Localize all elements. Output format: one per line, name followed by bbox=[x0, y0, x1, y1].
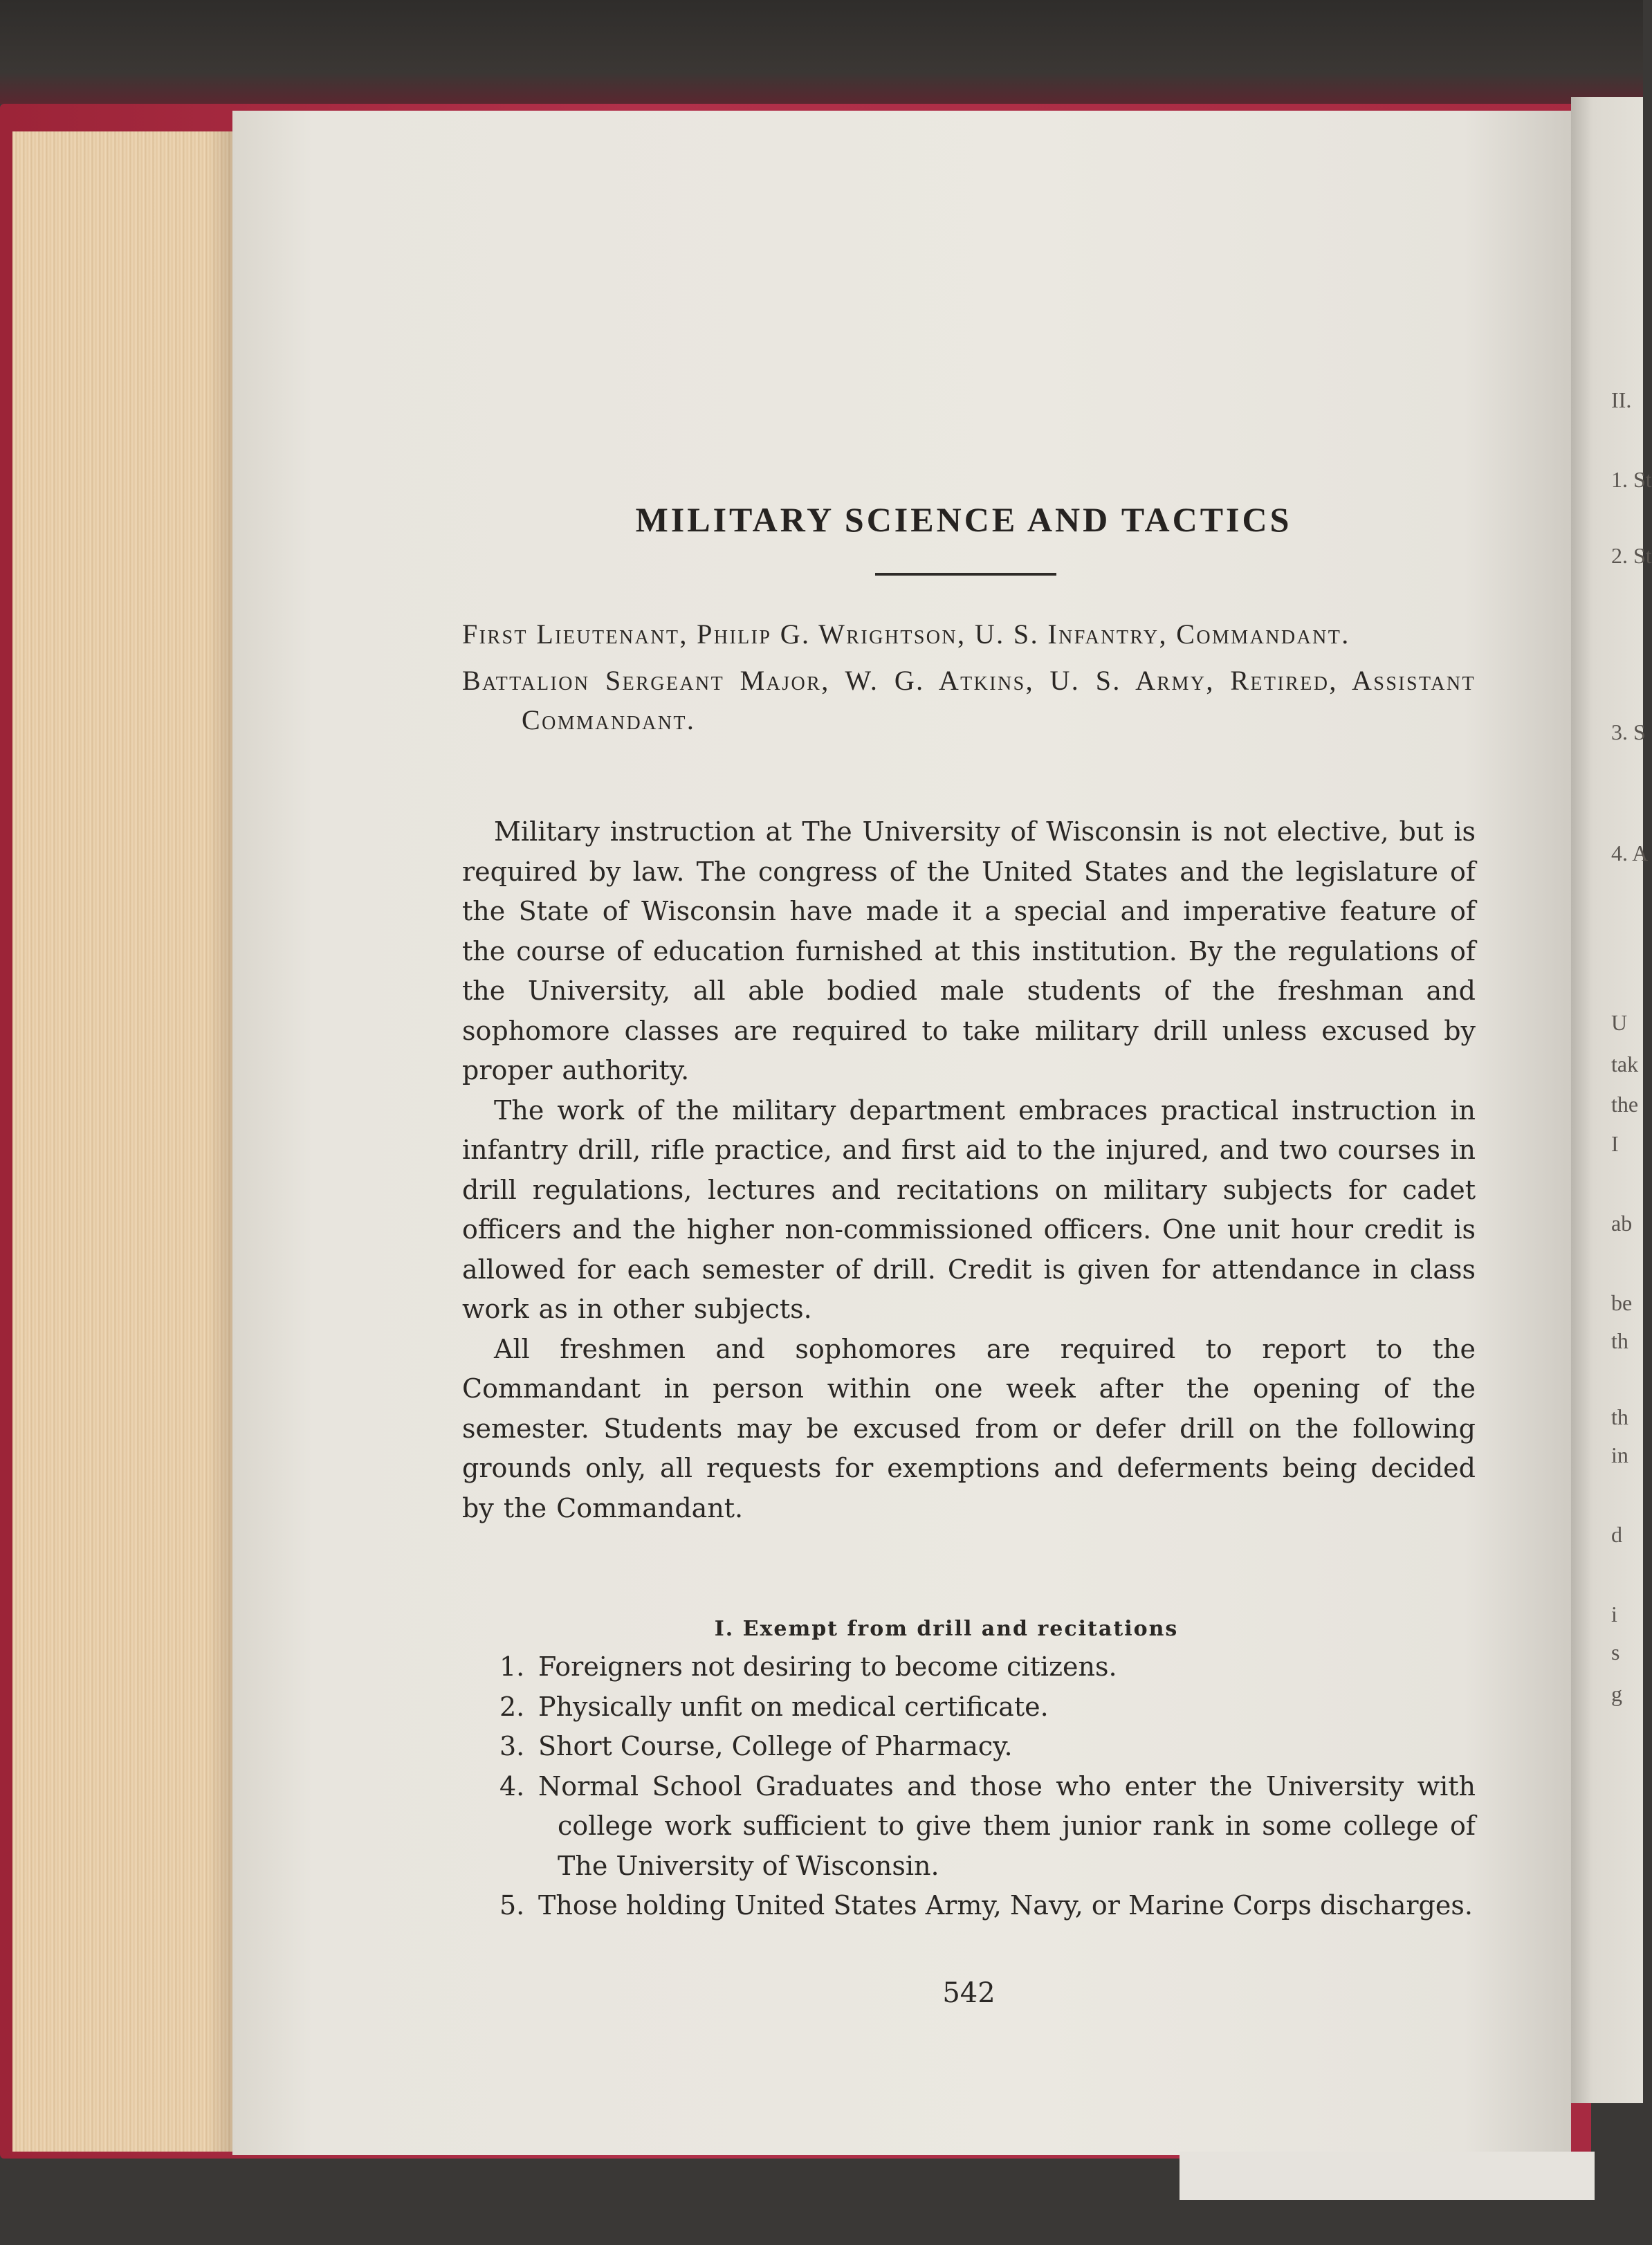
adjacent-page-fragment: U bbox=[1611, 1010, 1628, 1035]
list-number: 4. bbox=[499, 1770, 525, 1802]
page-title: MILITARY SCIENCE AND TACTICS bbox=[635, 500, 1292, 539]
staff-listing bbox=[462, 614, 1476, 746]
page-number: 542 bbox=[942, 1977, 995, 2009]
adjacent-page-fragment: 1. St bbox=[1611, 467, 1652, 492]
list-item bbox=[462, 1647, 1476, 1687]
list-text: Foreigners not desiring to become citizens. bbox=[538, 1651, 1117, 1682]
staff-entry-commandant: First Lieutenant, Philip G. Wrightson, U. S. Infantry, Commandant. bbox=[462, 618, 1350, 650]
adjacent-page-fragment: ab bbox=[1611, 1211, 1633, 1236]
page-edge-shadow bbox=[208, 131, 232, 2152]
paragraph-work: The work of the military department embraces practical instruction in infantry drill, rifle practice, and first aid to the injured, and two courses in drill regulations, lectures and recitations on military subjects for cadet officers and the higher non-commissioned officers. One unit hour credit is allowed for each semester of drill. Credit is given for attendance in class work as in other subjects. bbox=[462, 1094, 1476, 1324]
adjacent-page-fragment: the bbox=[1611, 1092, 1639, 1117]
list-item bbox=[462, 1886, 1476, 1926]
title-rule bbox=[875, 573, 1056, 576]
section-heading: I. Exempt from drill and recitations bbox=[714, 1616, 1179, 1641]
list-item bbox=[462, 1727, 1476, 1767]
paragraph-instruction: Military instruction at The University of Wisconsin is not elective, but is required by law. The congress of the United States and the legislature of the State of Wisconsin have made it a special and imperative feature of the course of education furnished at this institution. By the regulations of the University, all able bodied male students of the freshman and sophomore classes are required to take military drill unless excused by proper authority. bbox=[462, 816, 1476, 1085]
adjacent-page-fragment: tak bbox=[1611, 1052, 1639, 1076]
list-number: 1. bbox=[499, 1651, 525, 1682]
adjacent-page-fragment: i bbox=[1611, 1602, 1617, 1627]
list-text: Normal School Graduates and those who enter the University with college work sufficient to give them junior rank in some college of The University of Wisconsin. bbox=[538, 1770, 1476, 1881]
adjacent-page-fragment: d bbox=[1611, 1522, 1622, 1547]
adjacent-page-fragment: 3. S bbox=[1611, 720, 1646, 744]
staff-entry-assistant: Battalion Sergeant Major, W. G. Atkins, U. S. Army, Retired, Assistant Commandant. bbox=[462, 665, 1476, 735]
list-number: 5. bbox=[499, 1890, 525, 1921]
paper-tab bbox=[1180, 2152, 1595, 2200]
adjacent-page-fragment: 2. St bbox=[1611, 543, 1652, 568]
page-edges bbox=[12, 131, 234, 2152]
list-text: Those holding United States Army, Navy, or Marine Corps discharges. bbox=[538, 1890, 1473, 1921]
paragraph-report: All freshmen and sophomores are required to report to the Commandant in person within one week after the opening of the semester. Students may be excused from or defer drill on the following grounds only, all requests for exemptions and deferments being decided by the Commandant. bbox=[462, 1333, 1476, 1523]
list-item bbox=[462, 1767, 1476, 1887]
adjacent-page-fragment: II. bbox=[1611, 387, 1632, 412]
list-number: 2. bbox=[499, 1691, 525, 1722]
adjacent-page-fragment: g bbox=[1611, 1681, 1622, 1706]
body-text bbox=[462, 812, 1476, 1528]
adjacent-page bbox=[1571, 97, 1652, 2103]
adjacent-page-fragment: be bbox=[1611, 1290, 1633, 1315]
adjacent-page-fragment: s bbox=[1611, 1640, 1620, 1665]
list-item bbox=[462, 1687, 1476, 1728]
adjacent-page-fragment: I bbox=[1611, 1131, 1619, 1156]
list-text: Physically unfit on medical certificate. bbox=[538, 1691, 1049, 1722]
list-number: 3. bbox=[499, 1731, 525, 1761]
list-text: Short Course, College of Pharmacy. bbox=[538, 1731, 1013, 1761]
adjacent-page-fragment: th bbox=[1611, 1404, 1628, 1429]
book-cover-top bbox=[0, 0, 1643, 104]
adjacent-page-fragment: 4. A bbox=[1611, 841, 1649, 865]
adjacent-page-fragment: th bbox=[1611, 1328, 1628, 1353]
adjacent-page-fragment: in bbox=[1611, 1442, 1628, 1467]
exemption-list bbox=[462, 1647, 1476, 1926]
